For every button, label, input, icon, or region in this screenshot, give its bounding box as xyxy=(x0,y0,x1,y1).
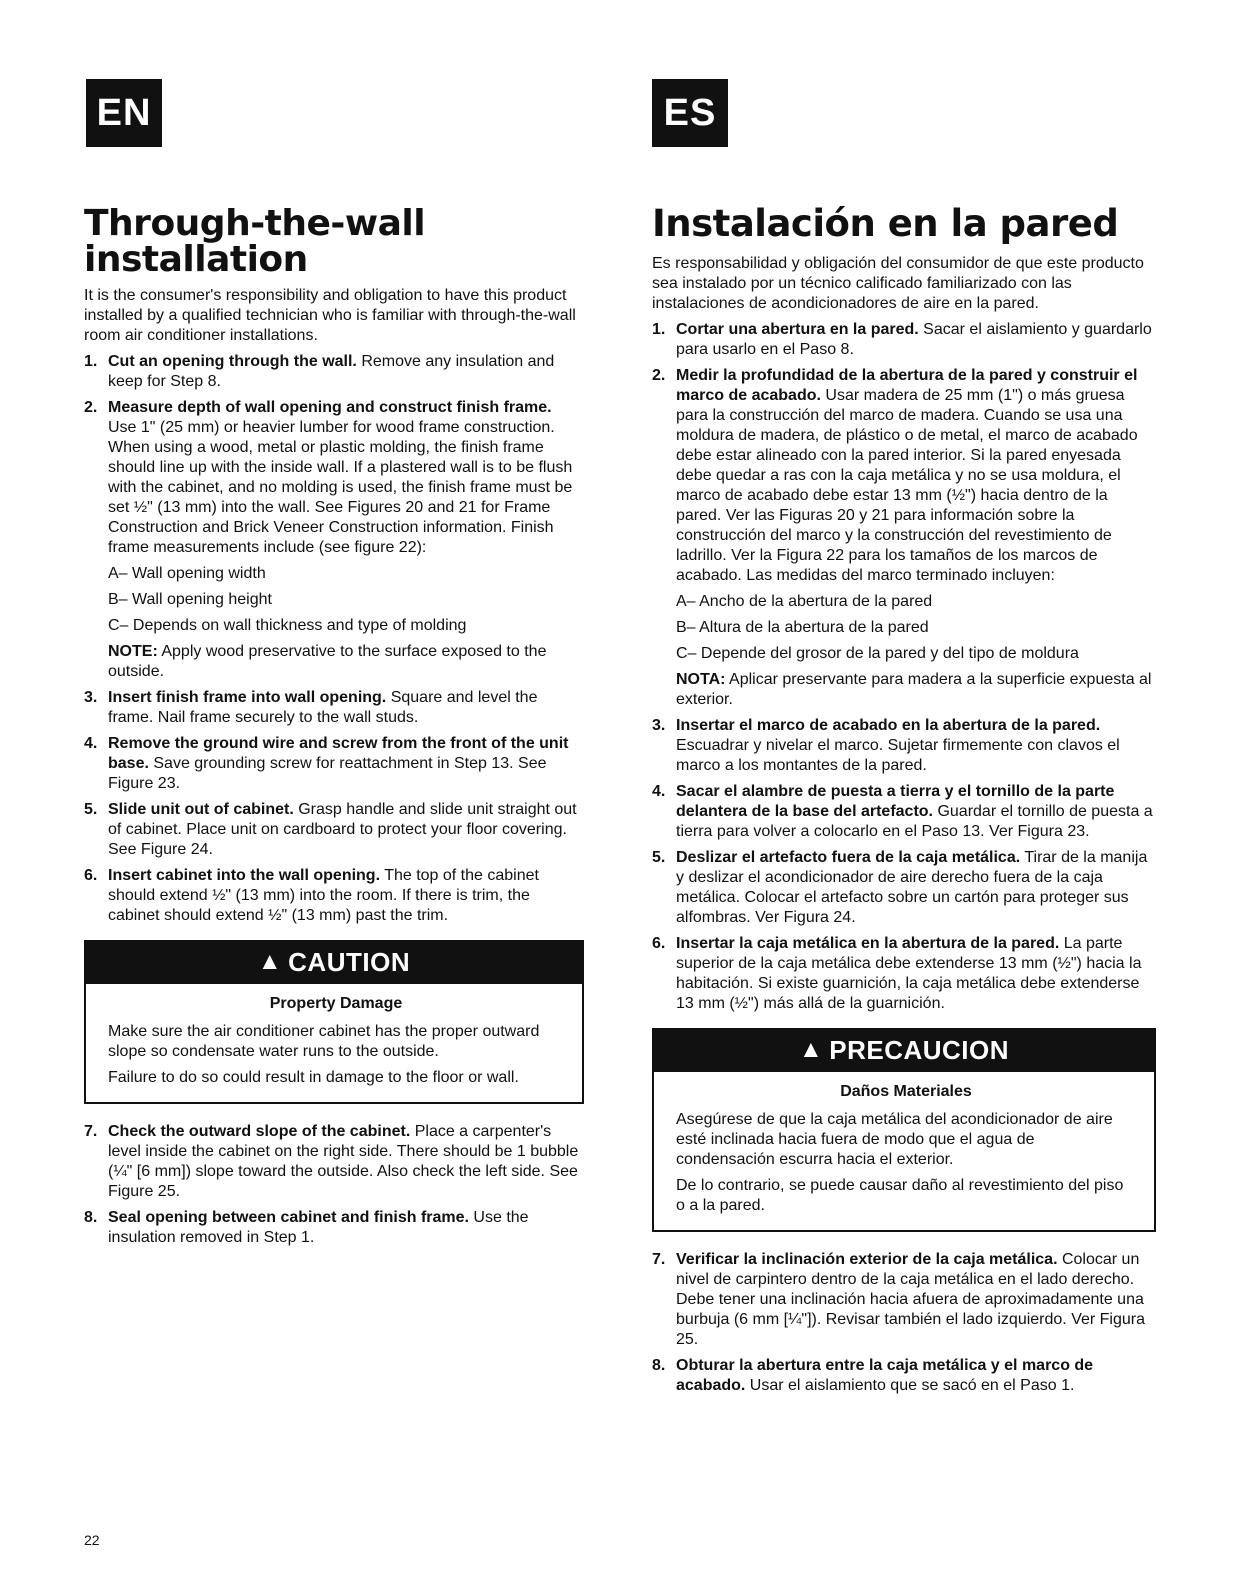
step-number: 6. xyxy=(84,867,98,884)
step-item xyxy=(652,366,1156,710)
step-body: Square and level the frame. Nail frame securely to the wall studs. xyxy=(108,689,538,726)
step-item xyxy=(84,800,584,860)
steps-list-es xyxy=(652,320,1156,1014)
step-item xyxy=(652,782,1156,842)
step-body: La parte superior de la caja metálica debe extenderse 13 mm (½") hacia la habitación. Si existe guarnición, la caja metálica debe extenderse 13 mm (½") más allá de la guarnición. xyxy=(676,935,1142,1012)
step-body: Colocar un nivel de carpintero dentro de la caja metálica en el lado derecho. Debe tener una inclinación hacia afuera de aproximadamente una burbuja (6 mm [¼"]). Revisar también el lado izquierdo. Ver Figura 25. xyxy=(676,1251,1145,1348)
steps-list-en xyxy=(84,352,584,926)
step-title: Deslizar el artefacto fuera de la caja metálica. xyxy=(676,849,1021,866)
step-title: Remove the ground wire and screw from the front of the unit base. xyxy=(108,735,569,772)
step-body: The top of the cabinet should extend ½" (13 mm) into the room. If there is trim, the cabinet should extend ½" (13 mm) past the trim. xyxy=(108,867,539,924)
warning-triangle-icon: ▲ xyxy=(257,948,283,975)
step-body: Tirar de la manija y deslizar el acondicionador de aire derecho fuera de la caja metálica. Colocar el artefacto sobre un cartón para proteger sus alfombras. Ver Figura 24. xyxy=(676,849,1148,926)
step-number: 2. xyxy=(84,399,98,416)
step-number: 3. xyxy=(84,689,98,706)
step-body: Save grounding screw for reattachment in Step 13. See Figure 23. xyxy=(108,755,547,792)
step-number: 5. xyxy=(84,801,98,818)
step-title: Insert finish frame into wall opening. xyxy=(108,689,387,706)
step-body: Usar el aislamiento que se sacó en el Paso 1. xyxy=(745,1377,1075,1394)
step-title: Slide unit out of cabinet. xyxy=(108,801,294,818)
steps-list-es-continued xyxy=(652,1250,1156,1396)
language-badge-en: EN xyxy=(86,79,162,147)
measure-b: B– Wall opening height xyxy=(108,591,272,608)
step-item xyxy=(84,688,584,728)
precaucion-text-1: Asegúrese de que la caja metálica del acondicionador de aire esté inclinada hacia fuera de modo que el agua de condensación escurra hacia el exterior. xyxy=(676,1111,1113,1168)
step-body: Remove any insulation and keep for Step 8. xyxy=(108,353,555,390)
precaucion-text-2: De lo contrario, se puede causar daño al revestimiento del piso o a la pared. xyxy=(676,1177,1124,1214)
precaucion-header xyxy=(654,1028,1154,1072)
step-number: 1. xyxy=(84,353,98,370)
step-body: Place a carpenter's level inside the cabinet on the right side. There should be 1 bubble (¼" [6 mm]) slope toward the outside. Also check the left side. See Figure 25. xyxy=(108,1123,579,1200)
step-number: 6. xyxy=(652,935,666,952)
step-number: 8. xyxy=(652,1357,666,1374)
steps-list-en-continued xyxy=(84,1122,584,1248)
step-title: Medir la profundidad de la abertura de la pared y construir el marco de acabado. xyxy=(676,367,1138,404)
intro-es: Es responsabilidad y obligación del consumidor de que este producto sea instalado por un técnico calificado familiarizado con las instalaciones de acondicionadores de aire en la pared. xyxy=(652,255,1144,312)
step-body: Escuadrar y nivelar el marco. Sujetar firmemente con clavos el marco a los montantes de la pared. xyxy=(676,737,1120,774)
step-title: Insertar el marco de acabado en la abertura de la pared. xyxy=(676,717,1101,734)
step-body: Sacar el aislamiento y guardarlo para usarlo en el Paso 8. xyxy=(676,321,1152,358)
step-item xyxy=(84,352,584,392)
step-number: 7. xyxy=(652,1251,666,1268)
caution-text-1: Make sure the air conditioner cabinet has the proper outward slope so condensate water runs to the outside. xyxy=(108,1023,540,1060)
note-text: Aplicar preservante para madera a la superficie expuesta al exterior. xyxy=(676,671,1152,708)
step-body: Usar madera de 25 mm (1") o más gruesa para la construcción del marco de madera. Cuando se usa una moldura de madera, de plástico o de metal, el marco de acabado debe estar alineado con la pared interior. Si la pared enyesada debe quedar a ras con la caja metálica y no se usa moldura, el marco de acabado debe estar 13 mm (½") hacia dentro de la pared. Ver las Figuras 20 y 21 para información sobre la construcción del marco y la construcción del revestimiento de ladrillo. Ver la Figura 22 para los tamaños de los marcos de acabado. Las medidas del marco terminado incluyen: xyxy=(676,387,1138,584)
step-item xyxy=(84,734,584,794)
section-title-es: Instalación en la pared xyxy=(652,202,1119,245)
step-title: Check the outward slope of the cabinet. xyxy=(108,1123,411,1140)
step-body: Guardar el tornillo de puesta a tierra para volver a colocarlo en el Paso 13. Ver Figura 23. xyxy=(676,803,1153,840)
caution-box xyxy=(84,940,584,1104)
page-number: 22 xyxy=(84,1532,100,1548)
precaucion-title: Daños Materiales xyxy=(840,1083,972,1100)
step-title: Cortar una abertura en la pared. xyxy=(676,321,919,338)
step-item xyxy=(652,934,1156,1014)
step-item xyxy=(652,1250,1156,1350)
step-title: Obturar la abertura entre la caja metálica y el marco de acabado. xyxy=(676,1357,1094,1394)
english-column xyxy=(84,203,584,1254)
step-item xyxy=(84,1208,584,1248)
caution-text-2: Failure to do so could result in damage to the floor or wall. xyxy=(108,1069,519,1086)
step-title: Insert cabinet into the wall opening. xyxy=(108,867,381,884)
step-item xyxy=(652,848,1156,928)
measure-c: C– Depende del grosor de la pared y del tipo de moldura xyxy=(676,645,1079,662)
step-title: Insertar la caja metálica en la abertura de la pared. xyxy=(676,935,1060,952)
precaucion-box xyxy=(652,1028,1156,1232)
step-item xyxy=(652,1356,1156,1396)
step-item xyxy=(84,398,584,682)
intro-en: It is the consumer's responsibility and obligation to have this product installed by a qualified technician who is familiar with through-the-wall room air conditioner installations. xyxy=(84,287,576,344)
step-title: Verificar la inclinación exterior de la caja metálica. xyxy=(676,1251,1058,1268)
measure-a: A– Ancho de la abertura de la pared xyxy=(676,593,933,610)
step-number: 5. xyxy=(652,849,666,866)
step-title: Seal opening between cabinet and finish frame. xyxy=(108,1209,469,1226)
language-badge-es: ES xyxy=(652,79,728,147)
section-title-en: Through-the-wall installation xyxy=(84,203,426,280)
spanish-column xyxy=(652,202,1156,1402)
step-number: 7. xyxy=(84,1123,98,1140)
step-body: Use the insulation removed in Step 1. xyxy=(108,1209,529,1246)
note xyxy=(108,642,584,682)
caution-label: CAUTION xyxy=(288,946,411,977)
step-body: Use 1" (25 mm) or heavier lumber for wood frame construction. When using a wood, metal or plastic molding, the finish frame should line up with the inside wall. If a plastered wall is to be flush with the cabinet, and no molding is used, the finish frame must be set ½" (13 mm) into the wall. See Figures 20 and 21 for Frame Construction and Brick Veneer Construction information. Finish frame measurements include (see figure 22): xyxy=(108,419,573,556)
measure-a: A– Wall opening width xyxy=(108,565,266,582)
step-item xyxy=(652,320,1156,360)
measure-b: B– Altura de la abertura de la pared xyxy=(676,619,929,636)
step-title: Cut an opening through the wall. xyxy=(108,353,357,370)
step-number: 8. xyxy=(84,1209,98,1226)
step-number: 4. xyxy=(84,735,98,752)
step-number: 2. xyxy=(652,367,666,384)
step-number: 1. xyxy=(652,321,666,338)
note-label: NOTA: xyxy=(676,671,726,688)
caution-title: Property Damage xyxy=(269,995,403,1012)
step-item xyxy=(652,716,1156,776)
caution-header xyxy=(86,940,582,984)
note-text: Apply wood preservative to the surface exposed to the outside. xyxy=(108,643,547,680)
note xyxy=(676,670,1156,710)
step-item xyxy=(84,1122,584,1202)
warning-triangle-icon: ▲ xyxy=(798,1036,824,1063)
step-number: 3. xyxy=(652,717,666,734)
step-body: Grasp handle and slide unit straight out of cabinet. Place unit on cardboard to protect your floor covering. See Figure 24. xyxy=(108,801,577,858)
step-item xyxy=(84,866,584,926)
step-title: Measure depth of wall opening and construct finish frame. xyxy=(108,399,552,416)
measure-c: C– Depends on wall thickness and type of molding xyxy=(108,617,467,634)
step-title: Sacar el alambre de puesta a tierra y el tornillo de la parte delantera de la base del artefacto. xyxy=(676,783,1115,820)
step-number: 4. xyxy=(652,783,666,800)
precaucion-label: PRECAUCION xyxy=(829,1034,1010,1065)
note-label: NOTE: xyxy=(108,643,158,660)
